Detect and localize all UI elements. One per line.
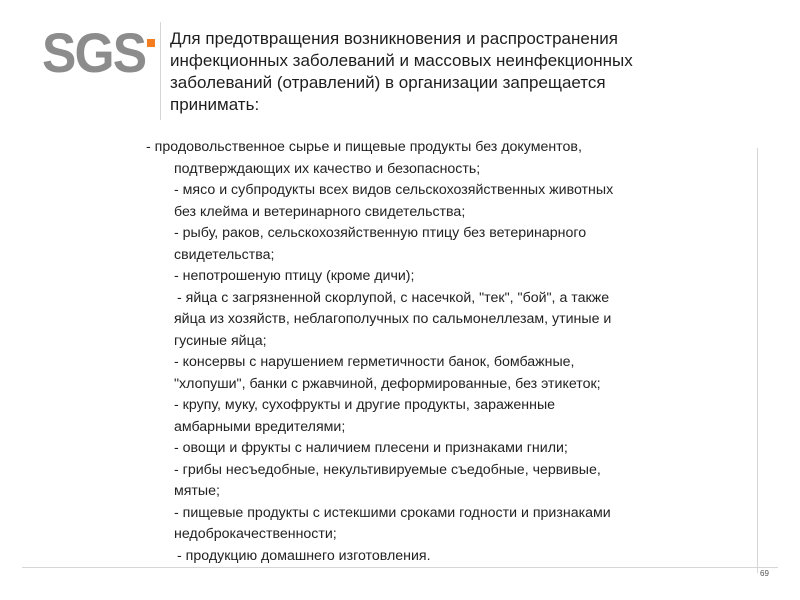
prohibited-items-list xyxy=(146,137,746,567)
title-line: заболеваний (отравлений) в организации запрещается xyxy=(170,73,606,92)
list-item-line: - овощи и фрукты с наличием плесени и признаками гнили; xyxy=(174,440,568,456)
title-line: Для предотвращения возникновения и распространения xyxy=(170,29,618,48)
list-item-line: недоброкачественности; xyxy=(174,526,337,542)
slide-title xyxy=(170,28,730,116)
list-item-line: - продовольственное сырье и пищевые продукты без документов, xyxy=(146,139,582,155)
list-item-line: свидетельства; xyxy=(174,246,275,263)
list-item-line: - продукцию домашнего изготовления. xyxy=(177,547,431,564)
list-item-line: - пищевые продукты с истекшими сроками годности и признаками xyxy=(174,504,611,521)
list-item-line: - консервы с нарушением герметичности банок, бомбажные, xyxy=(174,354,575,370)
header-divider xyxy=(160,22,161,120)
footer-divider xyxy=(22,567,778,568)
logo-accent-square xyxy=(147,39,155,47)
sgs-logo xyxy=(42,22,158,84)
list-item-line: "хлопуши", банки с ржавчиной, деформированные, без этикеток; xyxy=(174,375,601,392)
page-number: 69 xyxy=(760,569,769,578)
list-item-line: - крупу, муку, сухофрукты и другие продукты, зараженные xyxy=(174,397,556,413)
list-item-line: - грибы несъедобные, некультивируемые съедобные, червивые, xyxy=(174,461,601,478)
list-item-line: мятые; xyxy=(174,483,220,499)
title-line: принимать: xyxy=(170,95,260,114)
list-item-line: - непотрошеную птицу (кроме дичи); xyxy=(174,268,415,284)
list-item-line: гусиные яйца; xyxy=(174,332,267,349)
list-item-line: - яйца с загрязненной скорлупой, с насечкой, "тек", "бой", а также xyxy=(177,289,610,306)
right-divider xyxy=(757,148,758,573)
title-line: инфекционных заболеваний и массовых неинфекционных xyxy=(170,51,633,70)
list-item-line: амбарными вредителями; xyxy=(174,418,346,435)
list-item-line: - рыбу, раков, сельскохозяйственную птицу без ветеринарного xyxy=(174,225,587,241)
list-item-line: яйца из хозяйств, неблагополучных по сальмонеллезам, утиные и xyxy=(174,311,612,327)
list-item-line: без клейма и ветеринарного свидетельства; xyxy=(174,203,466,220)
list-item-line: - мясо и субпродукты всех видов сельскохозяйственных животных xyxy=(174,182,614,198)
sgs-logo-text: SGS xyxy=(42,21,146,84)
list-item-line: подтверждающих их качество и безопасность; xyxy=(174,160,481,177)
